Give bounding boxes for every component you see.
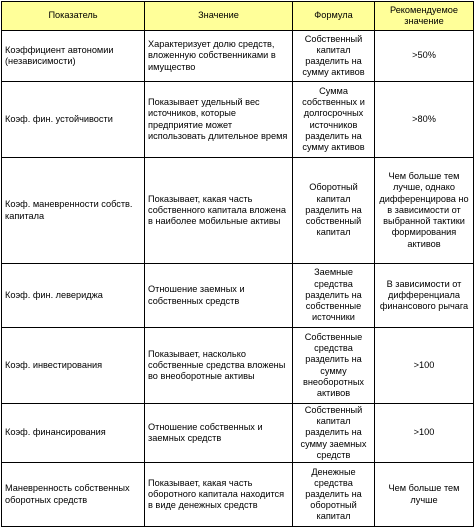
indicator-cell: Коэф. финансирования <box>2 404 145 463</box>
meaning-cell: Показывает, какая часть собственного капитала вложена в наиболее мобильные активы <box>145 158 293 264</box>
indicator-cell: Маневренность собственных оборотных средств <box>2 463 145 527</box>
indicator-cell: Коэффициент автономии (независимости) <box>2 31 145 82</box>
table-row <box>2 158 474 264</box>
formula-cell: Собственный капитал разделить на сумму заемных средств <box>293 404 375 463</box>
formula-cell: Собственный капитал разделить на сумму активов <box>293 31 375 82</box>
formula-cell: Сумма собственных и долгосрочных источников разделить на сумму активов <box>293 82 375 158</box>
header-meaning: Значение <box>145 2 293 31</box>
table-row <box>2 31 474 82</box>
indicator-cell: Коэф. фин. устойчивости <box>2 82 145 158</box>
table-row <box>2 328 474 404</box>
table-row <box>2 463 474 527</box>
meaning-cell: Показывает, какая часть оборотного капитала находится в виде денежных средств <box>145 463 293 527</box>
meaning-cell: Характеризует долю средств, вложенную собственниками в имущество <box>145 31 293 82</box>
header-recommended: Рекомендуемое значение <box>375 2 474 31</box>
indicator-cell: Коэф. инвестирования <box>2 328 145 404</box>
recommended-cell: Чем больше тем лучше <box>375 463 474 527</box>
recommended-cell: В зависимости от дифференциала финансового рычага <box>375 264 474 328</box>
meaning-cell: Показывает, насколько собственные средства вложены во внеоборотные активы <box>145 328 293 404</box>
financial-ratios-table <box>1 1 474 527</box>
meaning-cell: Отношение собственных и заемных средств <box>145 404 293 463</box>
recommended-cell: >100 <box>375 404 474 463</box>
recommended-cell: >50% <box>375 31 474 82</box>
formula-cell: Собственные средства разделить на сумму внеоборотных активов <box>293 328 375 404</box>
header-row <box>2 2 474 31</box>
formula-cell: Заемные средства разделить на собственные источники <box>293 264 375 328</box>
table-row <box>2 264 474 328</box>
recommended-cell: >80% <box>375 82 474 158</box>
table-row <box>2 82 474 158</box>
formula-cell: Оборотный капитал разделить на собственный капитал <box>293 158 375 264</box>
header-formula: Формула <box>293 2 375 31</box>
recommended-cell: >100 <box>375 328 474 404</box>
meaning-cell: Показывает удельный вес источников, которые предприятие может использовать длительное время <box>145 82 293 158</box>
table-row <box>2 404 474 463</box>
header-indicator: Показатель <box>2 2 145 31</box>
meaning-cell: Отношение заемных и собственных средств <box>145 264 293 328</box>
formula-cell: Денежные средства разделить на оборотный капитал <box>293 463 375 527</box>
recommended-cell: Чем больше тем лучше, однако дифференцирова но в зависимости от выбранной тактики формирования активов <box>375 158 474 264</box>
indicator-cell: Коэф. фин. левериджа <box>2 264 145 328</box>
indicator-cell: Коэф. маневренности собств. капитала <box>2 158 145 264</box>
